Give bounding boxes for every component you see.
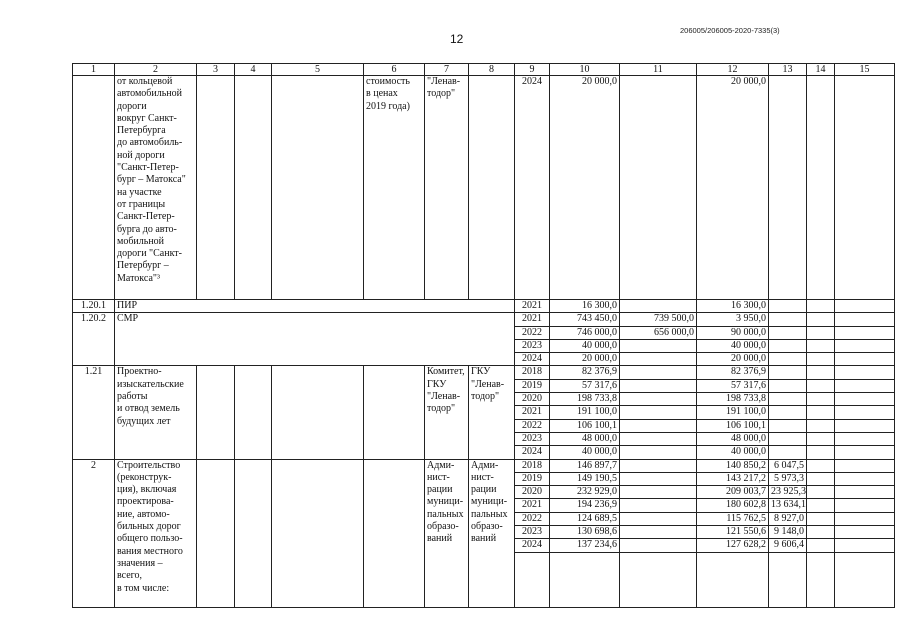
cell-year: 2024 [515,446,550,459]
cell-total: 194 236,9 [550,499,620,512]
cell-col11 [620,552,697,607]
cell-col14 [807,526,835,539]
cell-total: 137 234,6 [550,539,620,552]
cell-col15 [835,300,895,313]
cell-col11 [620,393,697,406]
cell-col12: 115 762,5 [697,512,769,525]
cell-col14 [807,539,835,552]
column-number-1: 1 [73,64,115,76]
cell-col13: 23 925,3 [769,486,807,499]
cell-year: 2021 [515,300,550,313]
cell-col12: 3 950,0 [697,313,769,326]
cell-col12: 16 300,0 [697,300,769,313]
column-number-10: 10 [550,64,620,76]
cell-col13: 6 047,5 [769,459,807,472]
cell-col11 [620,486,697,499]
cell-col13 [769,326,807,339]
cell-col11 [620,76,697,300]
cell-total: 198 733,8 [550,393,620,406]
cell-col13: 8 927,0 [769,512,807,525]
page-number: 12 [450,32,464,46]
cell-total: 57 317,6 [550,379,620,392]
cell-col15 [835,446,895,459]
cell-col11 [620,339,697,352]
cell-col14 [807,552,835,607]
cell-col15 [835,76,895,300]
cell-col3 [197,459,235,607]
column-number-15: 15 [835,64,895,76]
cell-col5 [272,459,364,607]
column-number-8: 8 [469,64,515,76]
cell-col13: 5 973,3 [769,472,807,485]
cell-year: 2024 [515,539,550,552]
cell-col12: 209 003,7 [697,486,769,499]
cell-col13: 9 606,4 [769,539,807,552]
cell-col11 [620,446,697,459]
cell-col15 [835,459,895,472]
cell-col14 [807,419,835,432]
cell-col3 [197,76,235,300]
cell-col12: 40 000,0 [697,446,769,459]
cell-total: 746 000,0 [550,326,620,339]
cell-year: 2022 [515,326,550,339]
cell-col4 [235,366,272,459]
cell-col12: 82 376,9 [697,366,769,379]
cell-col14 [807,300,835,313]
column-number-11: 11 [620,64,697,76]
table-row-1-21 [73,366,895,379]
cell-customer: Комитет, ГКУ "Ленав- тодор" [425,366,469,459]
cell-year: 2019 [515,472,550,485]
cell-col13 [769,366,807,379]
cell-col11: 656 000,0 [620,326,697,339]
cell-year: 2024 [515,76,550,300]
cell-total: 20 000,0 [550,353,620,366]
cell-total: 16 300,0 [550,300,620,313]
cell-col11: 739 500,0 [620,313,697,326]
cell-col12: 20 000,0 [697,353,769,366]
cell-num [73,76,115,300]
cell-col15 [835,526,895,539]
column-number-5: 5 [272,64,364,76]
document-id: 206005/206005-2020-7335(3) [680,26,780,35]
cell-year: 2021 [515,313,550,326]
cell-col4 [235,459,272,607]
table-row-2 [73,459,895,472]
cell-col11 [620,459,697,472]
column-number-2: 2 [115,64,197,76]
cell-customer: Адми- нист- рации муници- пальных образо- ваний [425,459,469,607]
cell-year: 2022 [515,512,550,525]
cell-col15 [835,326,895,339]
cell-col11 [620,472,697,485]
cell-total: 146 897,7 [550,459,620,472]
cell-col14 [807,512,835,525]
cell-year: 2021 [515,406,550,419]
cell-col14 [807,379,835,392]
cell-object-name: Проектно- изыскательские работы и отвод земель будущих лет [115,366,197,459]
cell-col11 [620,379,697,392]
cell-col13 [769,552,807,607]
cell-col13 [769,419,807,432]
cell-total: 130 698,6 [550,526,620,539]
cell-col14 [807,486,835,499]
cell-num: 1.20.1 [73,300,115,313]
cell-col9 [515,552,550,607]
cell-col15 [835,552,895,607]
cell-col12: 140 850,2 [697,459,769,472]
cell-col4 [235,76,272,300]
cell-col15 [835,393,895,406]
cell-year: 2020 [515,486,550,499]
cell-year: 2018 [515,366,550,379]
cell-col13 [769,353,807,366]
cell-total: 191 100,0 [550,406,620,419]
cell-total: 149 190,5 [550,472,620,485]
cell-object-name: СМР [115,313,515,366]
cell-col11 [620,353,697,366]
cell-col14 [807,406,835,419]
column-number-6: 6 [364,64,425,76]
column-number-4: 4 [235,64,272,76]
cell-col12: 127 628,2 [697,539,769,552]
cell-col13: 13 634,1 [769,499,807,512]
cell-col11 [620,512,697,525]
cell-total: 40 000,0 [550,339,620,352]
cell-col13 [769,300,807,313]
table-row-1-20-2 [73,313,895,326]
cell-col13 [769,379,807,392]
cell-col11 [620,432,697,445]
cell-col8 [469,76,515,300]
cell-year: 2021 [515,499,550,512]
cell-col14 [807,313,835,326]
cell-col15 [835,486,895,499]
cell-col13: 9 148,0 [769,526,807,539]
cell-object-name: Строительство (реконструк- ция), включая проектирова- ние, автомо- бильных дорог общего пользо- вания местного значения – всего, в том числе: [115,459,197,607]
cell-col14 [807,353,835,366]
cell-col15 [835,379,895,392]
cell-object-name: ПИР [115,300,515,313]
cell-col15 [835,313,895,326]
cell-year: 2019 [515,379,550,392]
cell-col12: 20 000,0 [697,76,769,300]
cell-col14 [807,326,835,339]
cell-col13 [769,339,807,352]
cell-object-name: от кольцевой автомобильной дороги вокруг Санкт- Петербурга до автомобиль- ной дороги "Санкт-Петер- бург – Матокса" на участке от границы Санкт-Петер- бурга до авто- мобильной дороги "Санкт- Петербург – Матокса"³ [115,76,197,300]
cell-year: 2023 [515,339,550,352]
cell-col14 [807,459,835,472]
cell-col12: 121 550,6 [697,526,769,539]
cell-year: 2018 [515,459,550,472]
cell-col15 [835,353,895,366]
cell-col5 [272,366,364,459]
cell-col12: 180 602,8 [697,499,769,512]
cell-total: 20 000,0 [550,76,620,300]
cell-col13 [769,313,807,326]
cell-col14 [807,499,835,512]
cell-executor: ГКУ "Ленав- тодор" [469,366,515,459]
cell-total: 743 450,0 [550,313,620,326]
budget-table [72,63,895,608]
cell-col11 [620,366,697,379]
cell-col15 [835,499,895,512]
cell-col13 [769,446,807,459]
cell-col12: 106 100,1 [697,419,769,432]
cell-total: 232 929,0 [550,486,620,499]
cell-col12: 40 000,0 [697,339,769,352]
cell-col15 [835,432,895,445]
cell-col15 [835,339,895,352]
cell-col12: 90 000,0 [697,326,769,339]
cell-col12 [697,552,769,607]
cell-col11 [620,539,697,552]
cell-col15 [835,539,895,552]
column-number-13: 13 [769,64,807,76]
column-number-14: 14 [807,64,835,76]
cell-col15 [835,406,895,419]
cell-col11 [620,526,697,539]
cell-col14 [807,339,835,352]
cell-col12: 48 000,0 [697,432,769,445]
cell-col5 [272,76,364,300]
column-number-3: 3 [197,64,235,76]
cell-col13 [769,406,807,419]
column-number-12: 12 [697,64,769,76]
table-row-continuation [73,76,895,300]
cell-total: 124 689,5 [550,512,620,525]
cell-executor: Адми- нист- рации муници- пальных образо- ваний [469,459,515,607]
cell-col12: 57 317,6 [697,379,769,392]
cell-col15 [835,366,895,379]
column-number-7: 7 [425,64,469,76]
cell-col11 [620,499,697,512]
table-row-1-20-1 [73,300,895,313]
cell-col12: 198 733,8 [697,393,769,406]
cell-year: 2024 [515,353,550,366]
cell-total: 82 376,9 [550,366,620,379]
cell-year: 2023 [515,526,550,539]
cell-col15 [835,419,895,432]
cell-num: 1.21 [73,366,115,459]
cell-year: 2023 [515,432,550,445]
cell-col13 [769,393,807,406]
cell-col10 [550,552,620,607]
cell-col13 [769,76,807,300]
cell-col14 [807,432,835,445]
cell-year: 2022 [515,419,550,432]
cell-col14 [807,472,835,485]
cell-year: 2020 [515,393,550,406]
cell-col6 [364,459,425,607]
column-number-row [73,64,895,76]
cell-col3 [197,366,235,459]
cell-total: 48 000,0 [550,432,620,445]
cell-col14 [807,76,835,300]
cell-col14 [807,366,835,379]
cell-col15 [835,512,895,525]
cell-num: 1.20.2 [73,313,115,366]
cell-col12: 191 100,0 [697,406,769,419]
cell-col11 [620,419,697,432]
cell-total: 40 000,0 [550,446,620,459]
cell-col11 [620,300,697,313]
cell-col15 [835,472,895,485]
column-number-9: 9 [515,64,550,76]
cell-executor: "Ленав- тодор" [425,76,469,300]
cell-num: 2 [73,459,115,607]
cell-col6 [364,366,425,459]
cell-total: 106 100,1 [550,419,620,432]
cell-cost-note: стоимость в ценах 2019 года) [364,76,425,300]
cell-col14 [807,393,835,406]
cell-col11 [620,406,697,419]
cell-col12: 143 217,2 [697,472,769,485]
cell-col13 [769,432,807,445]
cell-col14 [807,446,835,459]
